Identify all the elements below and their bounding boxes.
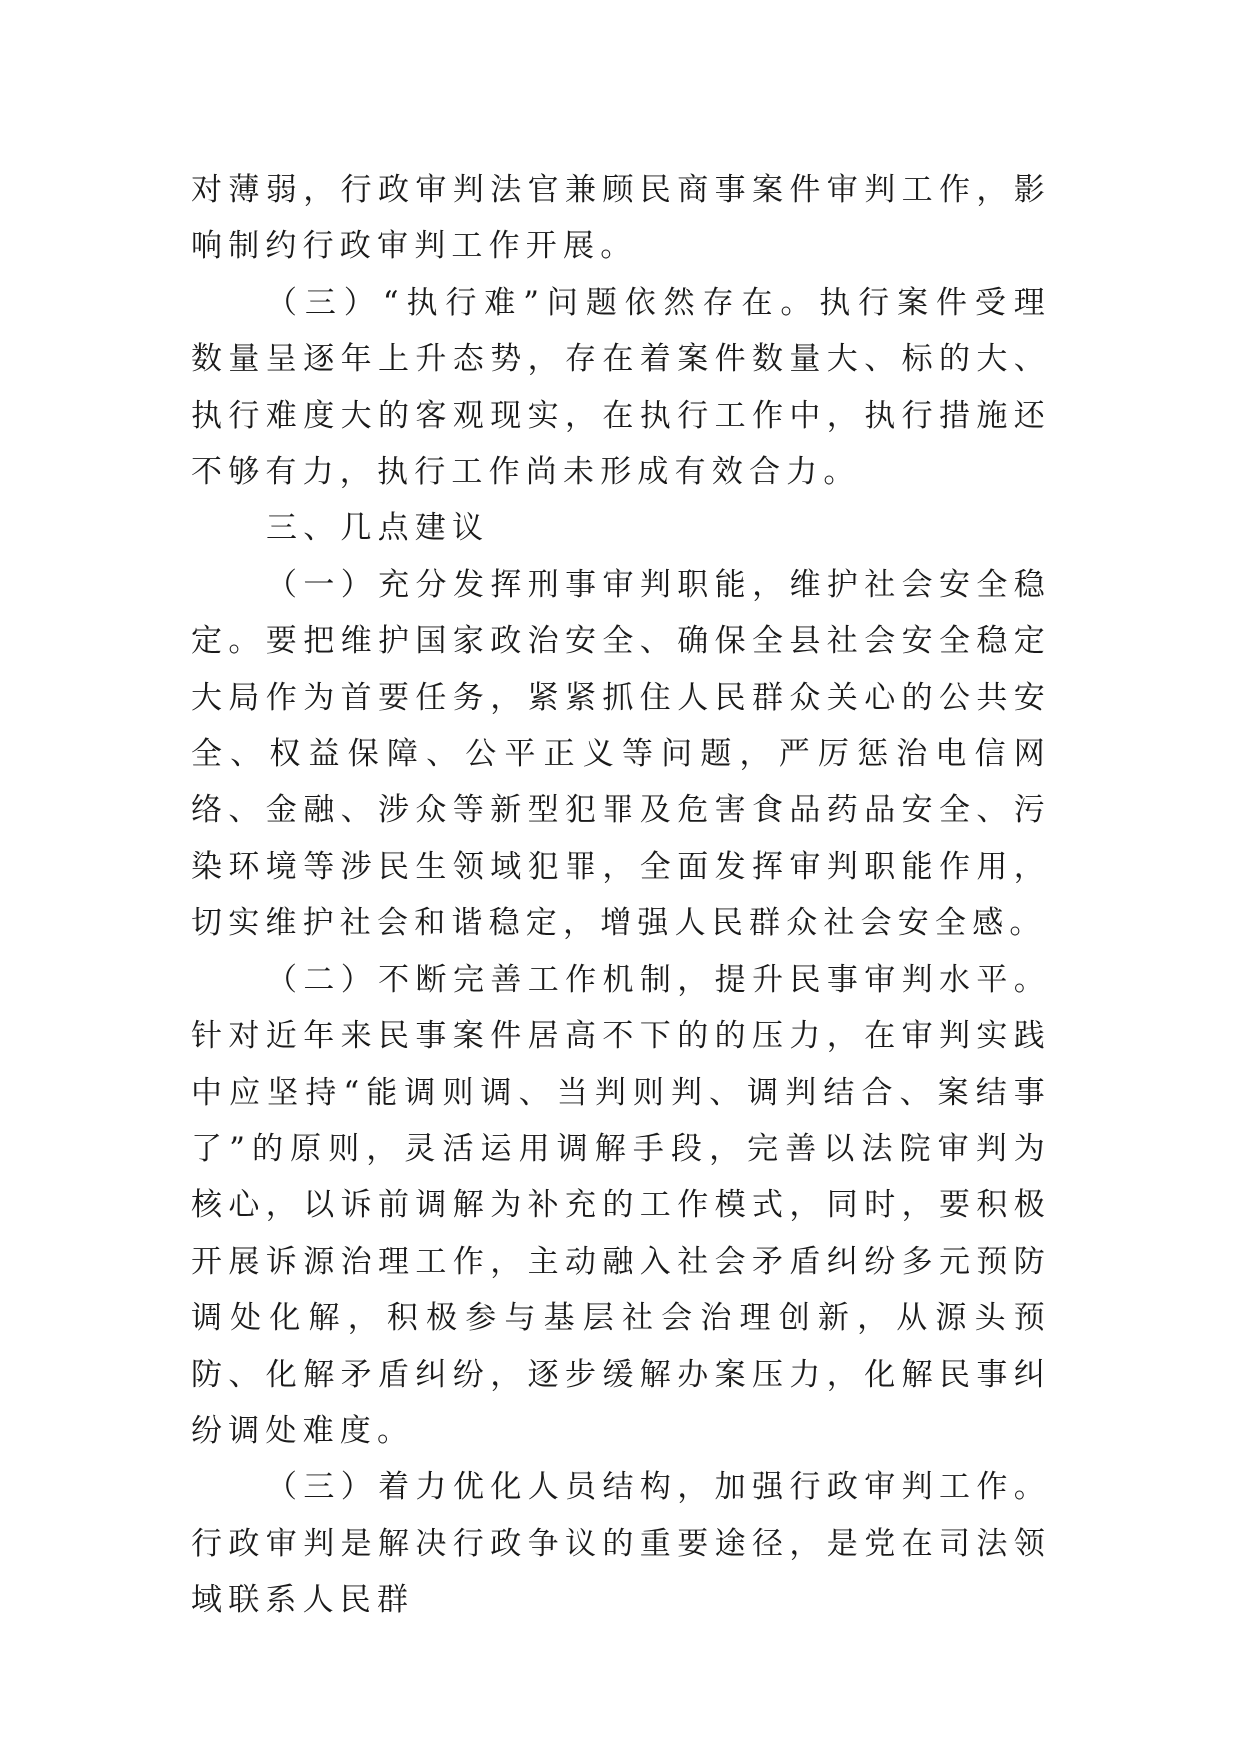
document-body — [191, 162, 1051, 1629]
paragraph-enforcement-difficulty: （三）“执行难”问题依然存在。执行案件受理数量呈逐年上升态势，存在着案件数量大、标的大、执行难度大的客观现实，在执行工作中，执行措施还不够有力，执行工作尚未形成有效合力。 — [191, 284, 1051, 491]
section-heading-suggestions: 三、几点建议 — [266, 510, 490, 547]
paragraph-civil-trial: （二）不断完善工作机制，提升民事审判水平。针对近年来民事案件居高不下的的压力，在审判实践中应坚持“能调则调、当判则判、调判结合、案结事了”的原则，灵活运用调解手段，完善以法院审判为核心，以诉前调解为补充的工作模式，同时，要积极开展诉源治理工作，主动融入社会矛盾纠纷多元预防调处化解，积极参与基层社会治理创新，从源头预防、化解矛盾纠纷，逐步缓解办案压力，化解民事纠纷调处难度。 — [191, 961, 1051, 1449]
paragraph-administrative-trial: （三）着力优化人员结构，加强行政审判工作。行政审判是解决行政争议的重要途径，是党在司法领域联系人民群 — [191, 1469, 1051, 1619]
paragraph-continuation: 对薄弱，行政审判法官兼顾民商事案件审判工作，影响制约行政审判工作开展。 — [191, 172, 1051, 265]
paragraph-criminal-trial: （一）充分发挥刑事审判职能，维护社会安全稳定。要把维护国家政治安全、确保全县社会安全稳定大局作为首要任务，紧紧抓住人民群众关心的公共安全、权益保障、公平正义等问题，严厉惩治电信网络、金融、涉众等新型犯罪及危害食品药品安全、污染环境等涉民生领域犯罪，全面发挥审判职能作用，切实维护社会和谐稳定，增强人民群众社会安全感。 — [191, 566, 1051, 942]
